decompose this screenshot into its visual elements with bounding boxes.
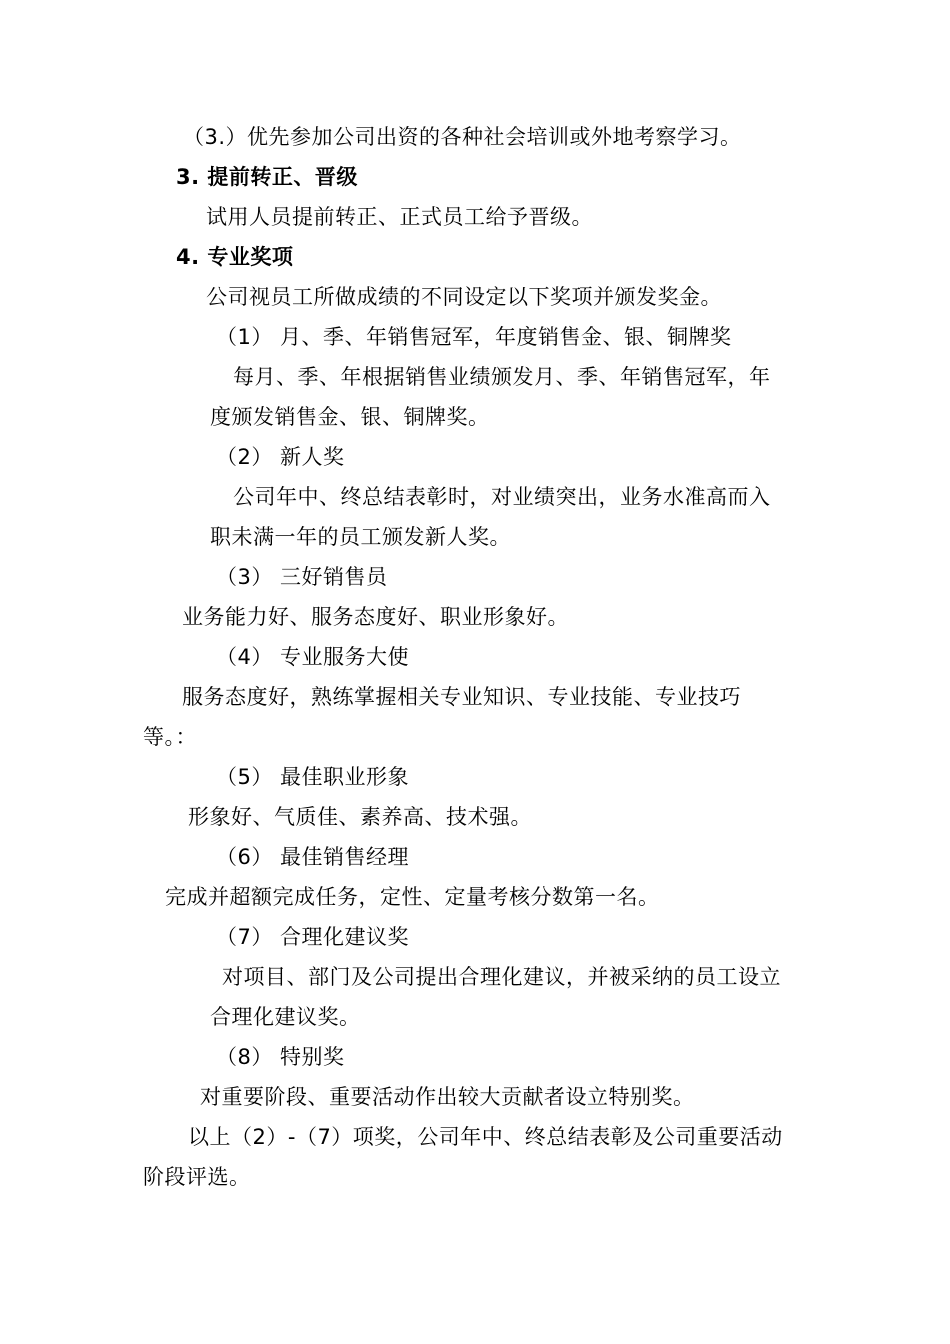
paragraph-line: 等。：: [143, 725, 197, 749]
section-heading: 3. 提前转正、晋级: [176, 165, 358, 189]
paragraph-line: 职未满一年的员工颁发新人奖。: [210, 525, 511, 549]
paragraph-line: 完成并超额完成任务，定性、定量考核分数第一名。: [165, 885, 660, 909]
item-heading: （5） 最佳职业形象: [216, 765, 410, 789]
paragraph-line: 公司年中、终总结表彰时，对业绩突出，业务水准高而入: [233, 485, 771, 509]
item-heading: （8） 特别奖: [216, 1045, 345, 1069]
paragraph-line: 对项目、部门及公司提出合理化建议，并被采纳的员工设立: [222, 965, 781, 989]
item-heading: （3） 三好销售员: [216, 565, 388, 589]
paragraph-line: 试用人员提前转正、正式员工给予晋级。: [206, 205, 593, 229]
paragraph-line: 阶段评选。: [143, 1165, 251, 1189]
paragraph-line: 对重要阶段、重要活动作出较大贡献者设立特别奖。: [200, 1085, 695, 1109]
paragraph-line: 每月、季、年根据销售业绩颁发月、季、年销售冠军，年: [233, 365, 771, 389]
item-heading: （6） 最佳销售经理: [216, 845, 410, 869]
item-heading: （7） 合理化建议奖: [216, 925, 410, 949]
paragraph-line: 度颁发销售金、银、铜牌奖。: [210, 405, 490, 429]
paragraph-line: 公司视员工所做成绩的不同设定以下奖项并颁发奖金。: [206, 285, 722, 309]
paragraph-line: 以上（2）-（7）项奖，公司年中、终总结表彰及公司重要活动: [188, 1125, 783, 1149]
item-heading: （1） 月、季、年销售冠军，年度销售金、银、铜牌奖: [216, 325, 732, 349]
paragraph-line: 形象好、气质佳、素养高、技术强。: [188, 805, 532, 829]
paragraph-line: 服务态度好，熟练掌握相关专业知识、专业技能、专业技巧: [182, 685, 741, 709]
paragraph-line: 合理化建议奖。: [210, 1005, 361, 1029]
paragraph-line: 业务能力好、服务态度好、职业形象好。: [182, 605, 569, 629]
paragraph-line: （3.）优先参加公司出资的各种社会培训或外地考察学习。: [183, 125, 742, 149]
item-heading: （2） 新人奖: [216, 445, 345, 469]
section-heading: 4. 专业奖项: [176, 245, 294, 269]
item-heading: （4） 专业服务大使: [216, 645, 410, 669]
